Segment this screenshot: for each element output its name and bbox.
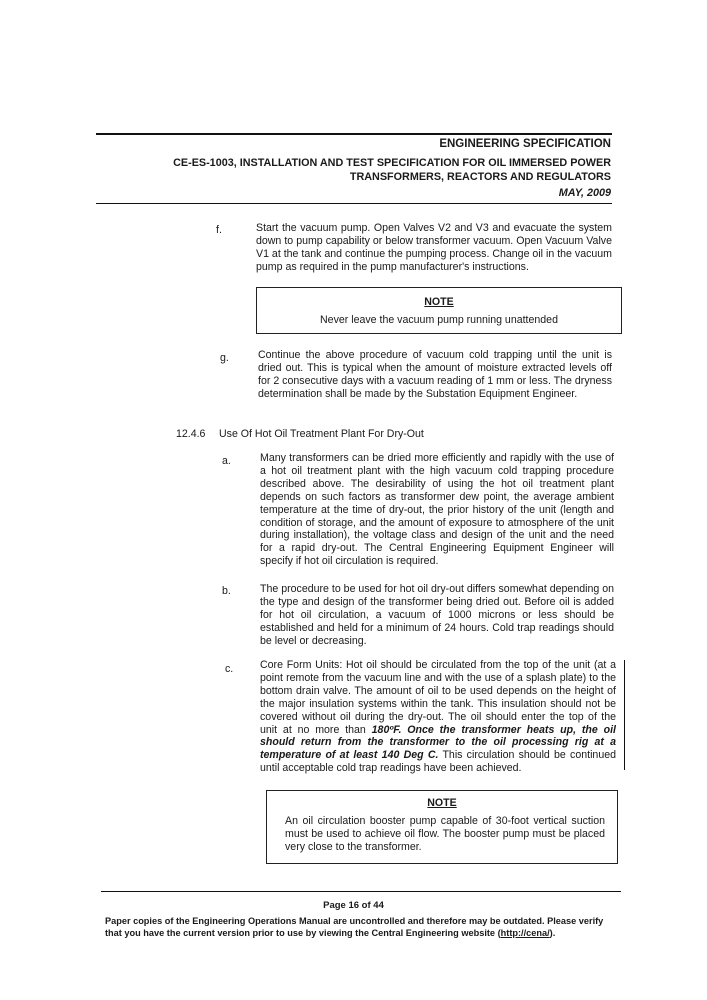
header-rule: [96, 133, 612, 135]
item-b-text: The procedure to be used for hot oil dry-out differs somewhat depending on the type and design of the transformer being dried out. Before oil is added for hot oil circulation, a vacuum of 1000 microns or less should be established and held for a minimum of 24 hours. Cold trap readings should be level or decreasing.: [260, 583, 614, 647]
footer-rule: [101, 891, 621, 892]
item-c-label: c.: [225, 663, 234, 675]
note-1-title: NOTE: [424, 296, 454, 308]
item-f-label: f.: [216, 224, 222, 236]
note-1-text: Never leave the vacuum pump running unattended: [320, 314, 558, 326]
note-2-text: An oil circulation booster pump capable of 30-foot vertical suction must be used to achieve oil flow. The booster pump must be placed very close to the transformer.: [285, 815, 605, 853]
footer-disclaimer-line1: Paper copies of the Engineering Operations Manual are uncontrolled and therefore may be outdated. Please verify: [105, 916, 604, 926]
item-g-text: Continue the above procedure of vacuum cold trapping until the unit is dried out. This is typical when the amount of moisture extracted levels off for 2 consecutive days with a vacuum reading of 1 mm or less. The dryness determination shall be made by the Substation Equipment Engineer.: [258, 349, 612, 400]
section-number: 12.4.6: [176, 428, 206, 440]
item-c-emphasis: Once the transformer heats up, the oil should return from the transformer to the oil processing rig at a temperature of at least 140 Deg C.: [260, 723, 616, 762]
item-a-text: Many transformers can be dried more efficiently and rapidly with the use of a hot oil treatment plant with the high vacuum cold trapping procedure described above. The desirability of using the hot oil treatment plant depends on such factors as transformer dew point, the average ambient temperature at the time of dry-out, the prior history of the unit (length and condition of storage, and the amount of exposure to atmosphere of the unit during installation), the voltage class and design of the unit and the need for a rapid dry-out. The Central Engineering Equipment Engineer will specify if hot oil circulation is required.: [260, 452, 614, 568]
note-box-1: [256, 287, 622, 334]
item-c-text: [260, 659, 616, 775]
item-c-text-part1: Core Form Units: Hot oil should be circulated from the top of the unit (at a point remote from the vacuum line and with the use of a splash plate) to the bottom drain valve. The amount of oil to be used depends on the height of the major insulation systems within the tank. This insulation should not be covered without oil during the dry-out. The oil should enter the top of the unit at no more than: [260, 659, 616, 736]
item-f-text: Start the vacuum pump. Open Valves V2 and V3 and evacuate the system down to pump capability or below transformer vacuum. Open Vacuum Valve V1 at the tank and continue the pumping process. Change oil in the vacuum pump as required in the pump manufacturer's instructions.: [256, 222, 612, 273]
item-g-label: g.: [220, 352, 229, 364]
header-title: ENGINEERING SPECIFICATION: [439, 138, 611, 150]
central-engineering-link[interactable]: http://cena/: [500, 928, 550, 938]
item-c-temperature: 180ºF.: [371, 723, 402, 736]
header-bottom-rule: [96, 203, 612, 204]
item-a-label: a.: [222, 455, 231, 467]
footer-disclaimer-end: ).: [549, 928, 556, 938]
footer-disclaimer-line2: [105, 927, 625, 939]
header-date: MAY, 2009: [558, 187, 611, 199]
header-doc-line2: TRANSFORMERS, REACTORS AND REGULATORS: [349, 171, 611, 183]
change-bar: [624, 660, 625, 770]
header-doc-line1: CE-ES-1003, INSTALLATION AND TEST SPECIFICATION FOR OIL IMMERSED POWER: [173, 157, 611, 169]
page-number: Page 16 of 44: [323, 900, 384, 911]
item-b-label: b.: [222, 585, 231, 597]
note-box-2: [266, 790, 618, 864]
item-c-text-part2: This circulation should be continued until acceptable cold trap readings have been achieved.: [260, 749, 616, 775]
section-title: Use Of Hot Oil Treatment Plant For Dry-Out: [219, 428, 424, 440]
note-2-title: NOTE: [427, 797, 457, 809]
footer-disclaimer-text: that you have the current version prior to use by viewing the Central Engineering website (: [105, 928, 501, 938]
